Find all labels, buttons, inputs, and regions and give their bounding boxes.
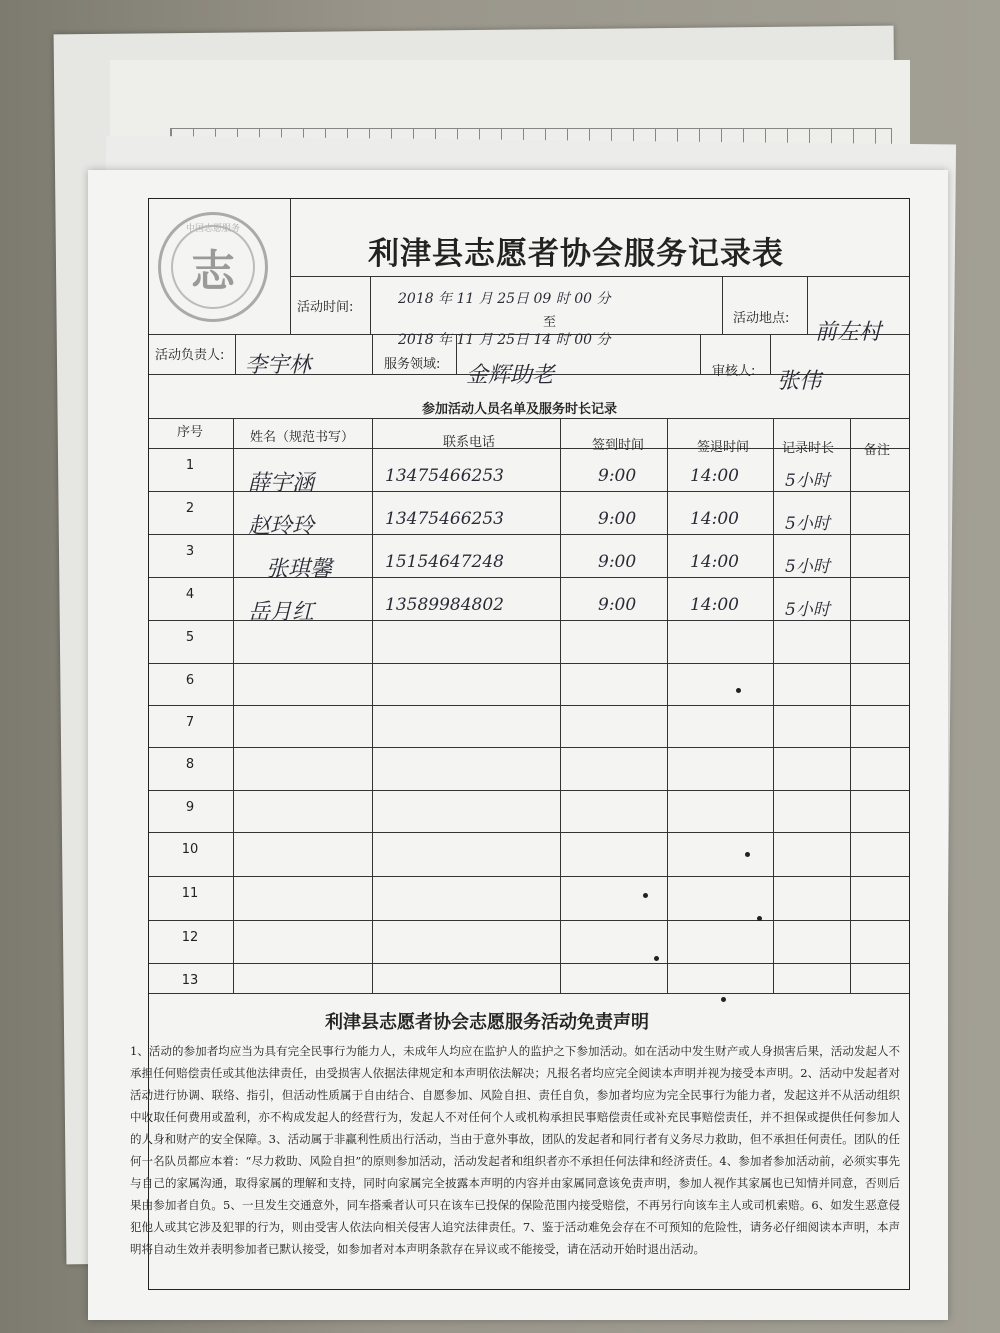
cell-out: 14:00	[690, 466, 739, 486]
section-title: 参加活动人员名单及服务时长记录	[422, 402, 618, 417]
disclaimer-title: 利津县志愿者协会志愿服务活动免责声明	[325, 1012, 649, 1033]
table-row-divider	[149, 832, 909, 833]
cell-no: 8	[185, 757, 195, 772]
activity-time-start: 2018 年 11 月 25日 09 时 00 分	[398, 291, 611, 307]
column-header-phone: 联系电话	[443, 435, 496, 450]
logo-ring-text: 中国志愿服务	[185, 224, 240, 234]
cell-out: 14:00	[690, 509, 739, 529]
cell-in: 9:00	[598, 466, 637, 486]
column-header-checkout: 签退时间	[697, 440, 750, 455]
cell-no: 13	[181, 973, 199, 988]
cell-out: 14:00	[690, 595, 739, 615]
cell-no: 12	[181, 930, 199, 945]
activity-time-to: 至	[543, 315, 557, 330]
cell-in: 9:00	[598, 552, 637, 572]
column-header-checkin: 签到时间	[592, 438, 645, 453]
cell-in: 9:00	[598, 595, 637, 615]
cell-no: 10	[181, 842, 199, 857]
table-row-divider	[149, 876, 909, 877]
column-header-no: 序号	[177, 425, 204, 440]
service-field-label: 服务领域:	[384, 357, 441, 372]
cell-no: 2	[185, 501, 195, 516]
column-header-remark: 备注	[864, 443, 891, 458]
cell-name: 赵玲玲	[248, 514, 315, 539]
cell-in: 9:00	[598, 509, 637, 529]
cell-out: 14:00	[690, 552, 739, 572]
column-header-duration: 记录时长	[782, 441, 835, 456]
disclaimer-body: 1、活动的参加者均应当为具有完全民事行为能力人，未成年人均应在监护人的监护之下参加活动。如在活动中发生财产或人身损害后果，活动发起人不承担任何赔偿责任或其他法律责任，由受损害人依据法律规定和本声明依法解决；凡报名者均应完全阅读本声明并视为接受本声明。2、活动中发起者对活动进行协调、联络、指引，但活动性质属于自由结合、自愿参加、风险自担、责任自负，参加者均应为完全民事行为能力者，发起这并不从活动组织中收取任何费用或盈利，亦不构成发起人的经营行为，发起人不对任何个人或机构承担民事赔偿责任或补充民事赔偿责任，并不担保或提供任何参加人的人身和财产的安全保障。3、活动属于非赢利性质出行活动，当由于意外事故，团队的发起者和同行者有义务尽力救助，但不承担任何责任。团队的任何一名队员都应本着：“尽力救助、风险自担”的原则参加活动，活动发起者和组织者亦不承担任何法律和经济责任。4、参加者参加活动前，必须实事先与自己的家属沟通，取得家属的理解和支持，同时向家属完全披露本声明的内容并由家属同意该免责声明，参加人视作其家属也已知情并同意，否则后果由参加者自负。5、一旦发生交通意外，同车搭乘者认可只在该车已投保的保险范围内接受赔偿，不再另行向该车主人或司机索赔。6、如发生恶意侵犯他人或其它涉及犯罪的行为，则由受害人依法向相关侵害人追究法律责任。7、鉴于活动难免会存在不可预知的危险性，请务必仔细阅读本声明，本声明将自动生效并表明参加者已默认接受，如参加者对本声明条款存在异议或不能接受，请在活动开始时退出活动。	[130, 1044, 900, 1256]
table-row-divider	[149, 920, 909, 921]
table-row-divider	[149, 663, 909, 664]
cell-phone: 13475466253	[385, 509, 504, 529]
cell-name: 岳月红	[248, 600, 315, 625]
reviewer-value: 张伟	[777, 369, 822, 394]
location-label: 活动地点:	[733, 311, 790, 326]
cell-no: 4	[185, 587, 195, 602]
logo-glyph: 志	[191, 246, 235, 297]
cell-duration: 5小时	[785, 600, 830, 620]
column-header-name: 姓名（规范书写）	[250, 430, 355, 445]
cell-phone: 13589984802	[385, 595, 504, 615]
cell-phone: 13475466253	[385, 466, 504, 486]
table-row-divider	[149, 790, 909, 791]
cell-no: 11	[181, 886, 199, 901]
service-field-value: 金辉助老	[466, 363, 555, 388]
table-row-divider	[149, 577, 909, 578]
activity-time-label: 活动时间:	[297, 300, 354, 315]
cell-no: 9	[185, 800, 195, 815]
table-row-divider	[149, 705, 909, 706]
cell-duration: 5小时	[785, 557, 830, 577]
leader-label: 活动负责人:	[155, 348, 225, 363]
cell-no: 6	[185, 673, 195, 688]
form-title: 利津县志愿者协会服务记录表	[368, 236, 784, 272]
table-row-divider	[149, 963, 909, 964]
volunteer-logo-seal	[158, 212, 268, 322]
cell-no: 3	[185, 544, 195, 559]
reviewer-label: 审核人:	[712, 364, 756, 379]
cell-no: 1	[185, 458, 195, 473]
activity-time-end: 2018 年 11 月 25日 14 时 00 分	[398, 332, 611, 348]
cell-phone: 15154647248	[385, 552, 504, 572]
cell-no: 7	[185, 715, 195, 730]
cell-duration: 5小时	[785, 471, 830, 491]
cell-name: 薛宇涵	[248, 471, 315, 496]
location-value: 前左村	[815, 320, 882, 345]
cell-no: 5	[185, 630, 195, 645]
table-row-divider	[149, 747, 909, 748]
cell-name: 张琪馨	[266, 557, 333, 582]
cell-duration: 5小时	[785, 514, 830, 534]
leader-value: 李宇林	[245, 353, 312, 378]
